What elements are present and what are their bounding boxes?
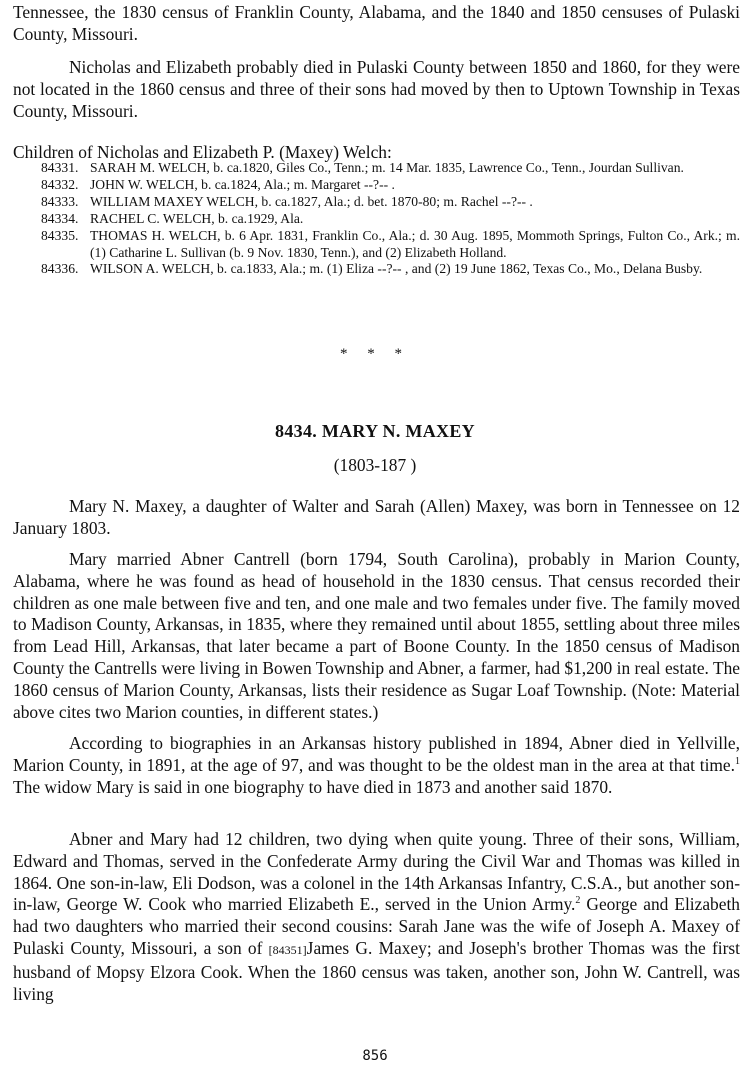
section-separator: * * * <box>340 346 410 362</box>
child-details: SARAH M. WELCH, b. ca.1820, Giles Co., Tenn.; m. 14 Mar. 1835, Lawrence Co., Tenn., Jourdan Sullivan. <box>90 160 684 175</box>
section-title: 8434. MARY N. MAXEY <box>275 421 475 441</box>
footnote-marker-2[interactable]: 2 <box>575 895 581 907</box>
children-heading: Children of Nicholas and Elizabeth P. (Maxey) Welch: <box>13 142 392 162</box>
cross-reference-84351[interactable]: [84351] <box>268 942 307 957</box>
child-number: 84334. <box>41 210 79 226</box>
birth-paragraph: Mary N. Maxey, a daughter of Walter and Sarah (Allen) Maxey, was born in Tennessee on 12 January 1803. <box>13 496 740 538</box>
child-details: WILLIAM MAXEY WELCH, b. ca.1827, Ala.; d. bet. 1870-80; m. Rachel --?-- . <box>90 193 533 209</box>
footnote-marker-1[interactable]: 1 <box>735 756 740 767</box>
child-number: 84332. <box>41 176 79 192</box>
intro-paragraph-death: Nicholas and Elizabeth probably died in Pulaski County between 1850 and 1860, for they were not located in the 1860 census and three of their sons had moved by then to Uptown Township in Texas County, Missouri. <box>13 57 740 121</box>
intro-paragraph-continued: Tennessee, the 1830 census of Franklin County, Alabama, and the 1840 and 1850 censuses of Pulaski County, Missouri. <box>13 2 740 44</box>
child-entry <box>13 177 740 194</box>
children-service-paragraph: Abner and Mary had 12 children, two dying when quite young. Three of their sons, William, Edward and Thomas, served in the Confederate Army during the Civil War and Thomas was killed in 1864. One son-in-law, Eli Dodson, was a colonel in the 14th Arkansas Infantry, C.S.A., but another son-in-law, George W. Cook who married Elizabeth E., served in the Union Army.$^2$ George and Elizabeth had two daughters who married their second cousins: Sarah Jane was the wife of Joseph A. Maxey of Pulaski County, Missouri, a son of [84351]James G. Maxey; and Joseph's brother Thomas was the first husband of Mopsy Elzora Cook. When the 1860 census was taken, another son, John W. Cantrell, was living <box>13 829 740 1004</box>
biography-paragraph: According to biographies in an Arkansas history published in 1894, Abner died in Yellville, Marion County, in 1891, at the age of 97, and was thought to be the oldest man in the area at that time.$^1$ The widow Mary is said in one biography to have died in 1873 and another said 1870. <box>13 733 740 797</box>
child-details: JOHN W. WELCH, b. ca.1824, Ala.; m. Margaret --?-- . <box>90 176 395 192</box>
section-dates: (1803-187 ) <box>333 455 417 475</box>
child-entry <box>13 228 740 262</box>
child-number: 84335. <box>41 227 79 243</box>
page-number: 856 <box>362 1048 388 1064</box>
children-list <box>13 160 740 278</box>
child-number: 84336. <box>41 261 79 277</box>
child-number: 84331. <box>41 160 79 175</box>
child-entry <box>13 261 740 278</box>
child-entry <box>13 160 740 177</box>
child-details: WILSON A. WELCH, b. ca.1833, Ala.; m. (1) Eliza --?-- , and (2) 19 June 1862, Texas Co., Mo., Delana Busby. <box>90 261 703 277</box>
marriage-paragraph: Mary married Abner Cantrell (born 1794, South Carolina), probably in Marion County, Alabama, where he was found as head of household in the 1830 census. That census recorded their children as one male between five and ten, and one male and two females under five. The family moved to Madison County, Arkansas, in 1835, where they remained until about 1855, settling about three miles from Lead Hill, Arkansas, that later became a part of Boone County. In the 1850 census of Madison County the Cantrells were living in Bowen Township and Abner, a farmer, had $1,200 in real estate. The 1860 census of Marion County, Arkansas, lists their residence as Sugar Loaf Township. (Note: Material above cites two Marion counties, in different states.) <box>13 549 740 722</box>
child-entry <box>13 211 740 228</box>
child-details: THOMAS H. WELCH, b. 6 Apr. 1831, Franklin Co., Ala.; d. 30 Aug. 1895, Mommoth Springs, Fulton Co., Ark.; m. (1) Catharine L. Sullivan (b. 9 Nov. 1830, Tenn.), and (2) Elizabeth Holland. <box>90 227 740 260</box>
child-details: RACHEL C. WELCH, b. ca.1929, Ala. <box>90 210 304 226</box>
child-number: 84333. <box>41 193 79 209</box>
child-entry <box>13 194 740 211</box>
